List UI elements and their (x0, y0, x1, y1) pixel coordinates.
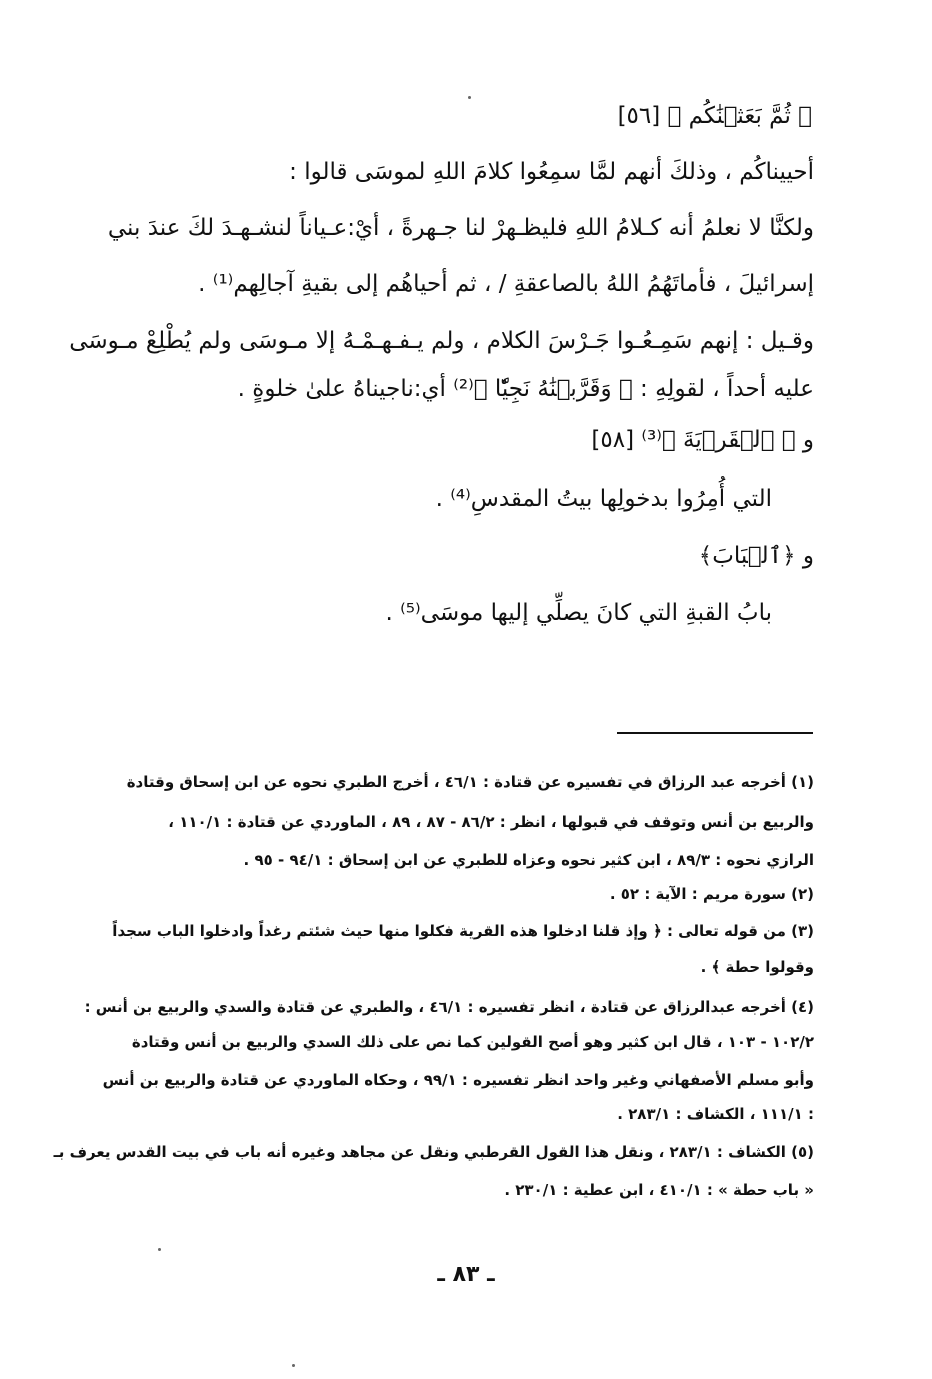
scan-speck (292, 1364, 295, 1367)
footnote-line: وقولوا حطة ﴾ . (700, 958, 814, 976)
footnote-line: (٤) أخرجه عبدالرزاق عن قتادة ، انظر تفسيره : ٤٦/١ ، والطبري عن قتادة والسدي والربيع بن أنس : (84, 998, 814, 1016)
footnote-line: (٥) الكشاف : ٢٨٣/١ ، ونقل هذا القول القرطبي ونقل عن مجاهد وغيره أنه باب في بيت القدس يعرف بـ (53, 1143, 814, 1161)
commentary-line: ولكنَّا لا نعلمُ أنه كـلامُ اللهِ فليظـهرْ لنا جـهرةً ، أيْ:عـياناً لنشـهـدَ لكَ عندَ بني (107, 215, 814, 241)
scan-speck (158, 1248, 161, 1251)
footnote-separator (617, 732, 813, 734)
verse-heading-58: و ﴿ ٱلۡقَرۡيَةَ ﴾⁽³⁾ [٥٨] (591, 427, 814, 453)
footnote-line: (٢) سورة مريم : الآية : ٥٢ . (609, 885, 814, 903)
verse-heading-56: ﴿ ثُمَّ بَعَثۡنَٰكُم ﴾ [٥٦] (617, 103, 812, 129)
commentary-line: التي أُمِرُوا بدخولِها بيتُ المقدسِ⁽⁴⁾ . (435, 486, 772, 512)
footnote-line: (١) أخرجه عبد الرزاق في تفسيره عن قتادة : ٤٦/١ ، أخرج الطبري نحوه عن ابن إسحاق وقتادة (126, 773, 814, 791)
commentary-line: إسرائيلَ ، فأماتَهُمُ اللهُ بالصاعقةِ / ، ثم أحياهُم إلى بقيةِ آجالِهم⁽¹⁾ . (198, 271, 814, 297)
scan-speck (468, 96, 471, 99)
footnote-line: الرازي نحوه : ٨٩/٣ ، ابن كثير نحوه وعزاه للطبري عن ابن إسحاق : ٩٤/١ - ٩٥ . (243, 851, 814, 869)
footnote-line: والربيع بن أنس وتوقف في قبولها ، انظر : ٨٦/٢ - ٨٧ ، ٨٩ ، الماوردي عن قتادة : ١١٠/١ ، (168, 813, 814, 831)
footnote-line: « باب حطة » : ٤١٠/١ ، ابن عطية : ٢٣٠/١ . (504, 1181, 814, 1199)
commentary-line: عليه أحداً ، لقولِهِ : ﴿ وَقَرَّبۡنَٰهُ نَجِيّٗا ﴾⁽²⁾ أي:ناجيناهُ علىٰ خلوةٍ . (237, 376, 814, 402)
commentary-line: أحييناكُم ، وذلكَ أنهم لمَّا سمِعُوا كلامَ اللهِ لموسَى قالوا : (289, 159, 814, 185)
footnote-line: ١٠٢/٢ - ١٠٣ ، قال ابن كثير وهو أصح القولين كما نص على ذلك السدي والربيع بن أنس وقتادة (131, 1033, 814, 1051)
footnote-line: وأبو مسلم الأصفهاني وغير واحد انظر تفسيره : ٩٩/١ ، وحكاه الماوردي عن قتادة والربيع بن أنس (102, 1071, 814, 1089)
page-number: ـ ٨٣ ـ (437, 1262, 495, 1287)
footnote-line: (٣) من قوله تعالى : ﴿ وإذ قلنا ادخلوا هذه القرية فكلوا منها حيث شئتم رغداً وادخلوا الباب سجداً (112, 922, 814, 940)
verse-heading-bab: و ﴿ٱلۡبَابَ﴾ (698, 543, 814, 569)
commentary-line: وقـيل : إنهم سَمِـعُـوا جَـرْسَ الكلام ، ولم يـفـهـمْـهُ إلا مـوسَى ولم يُطْلِعْ مـوسَى (69, 328, 814, 354)
footnote-line: : ١١١/١ ، الكشاف : ٢٨٣/١ . (617, 1105, 814, 1123)
commentary-line: بابُ القبةِ التي كانَ يصلِّي إليها موسَى⁽⁵⁾ . (385, 600, 772, 626)
